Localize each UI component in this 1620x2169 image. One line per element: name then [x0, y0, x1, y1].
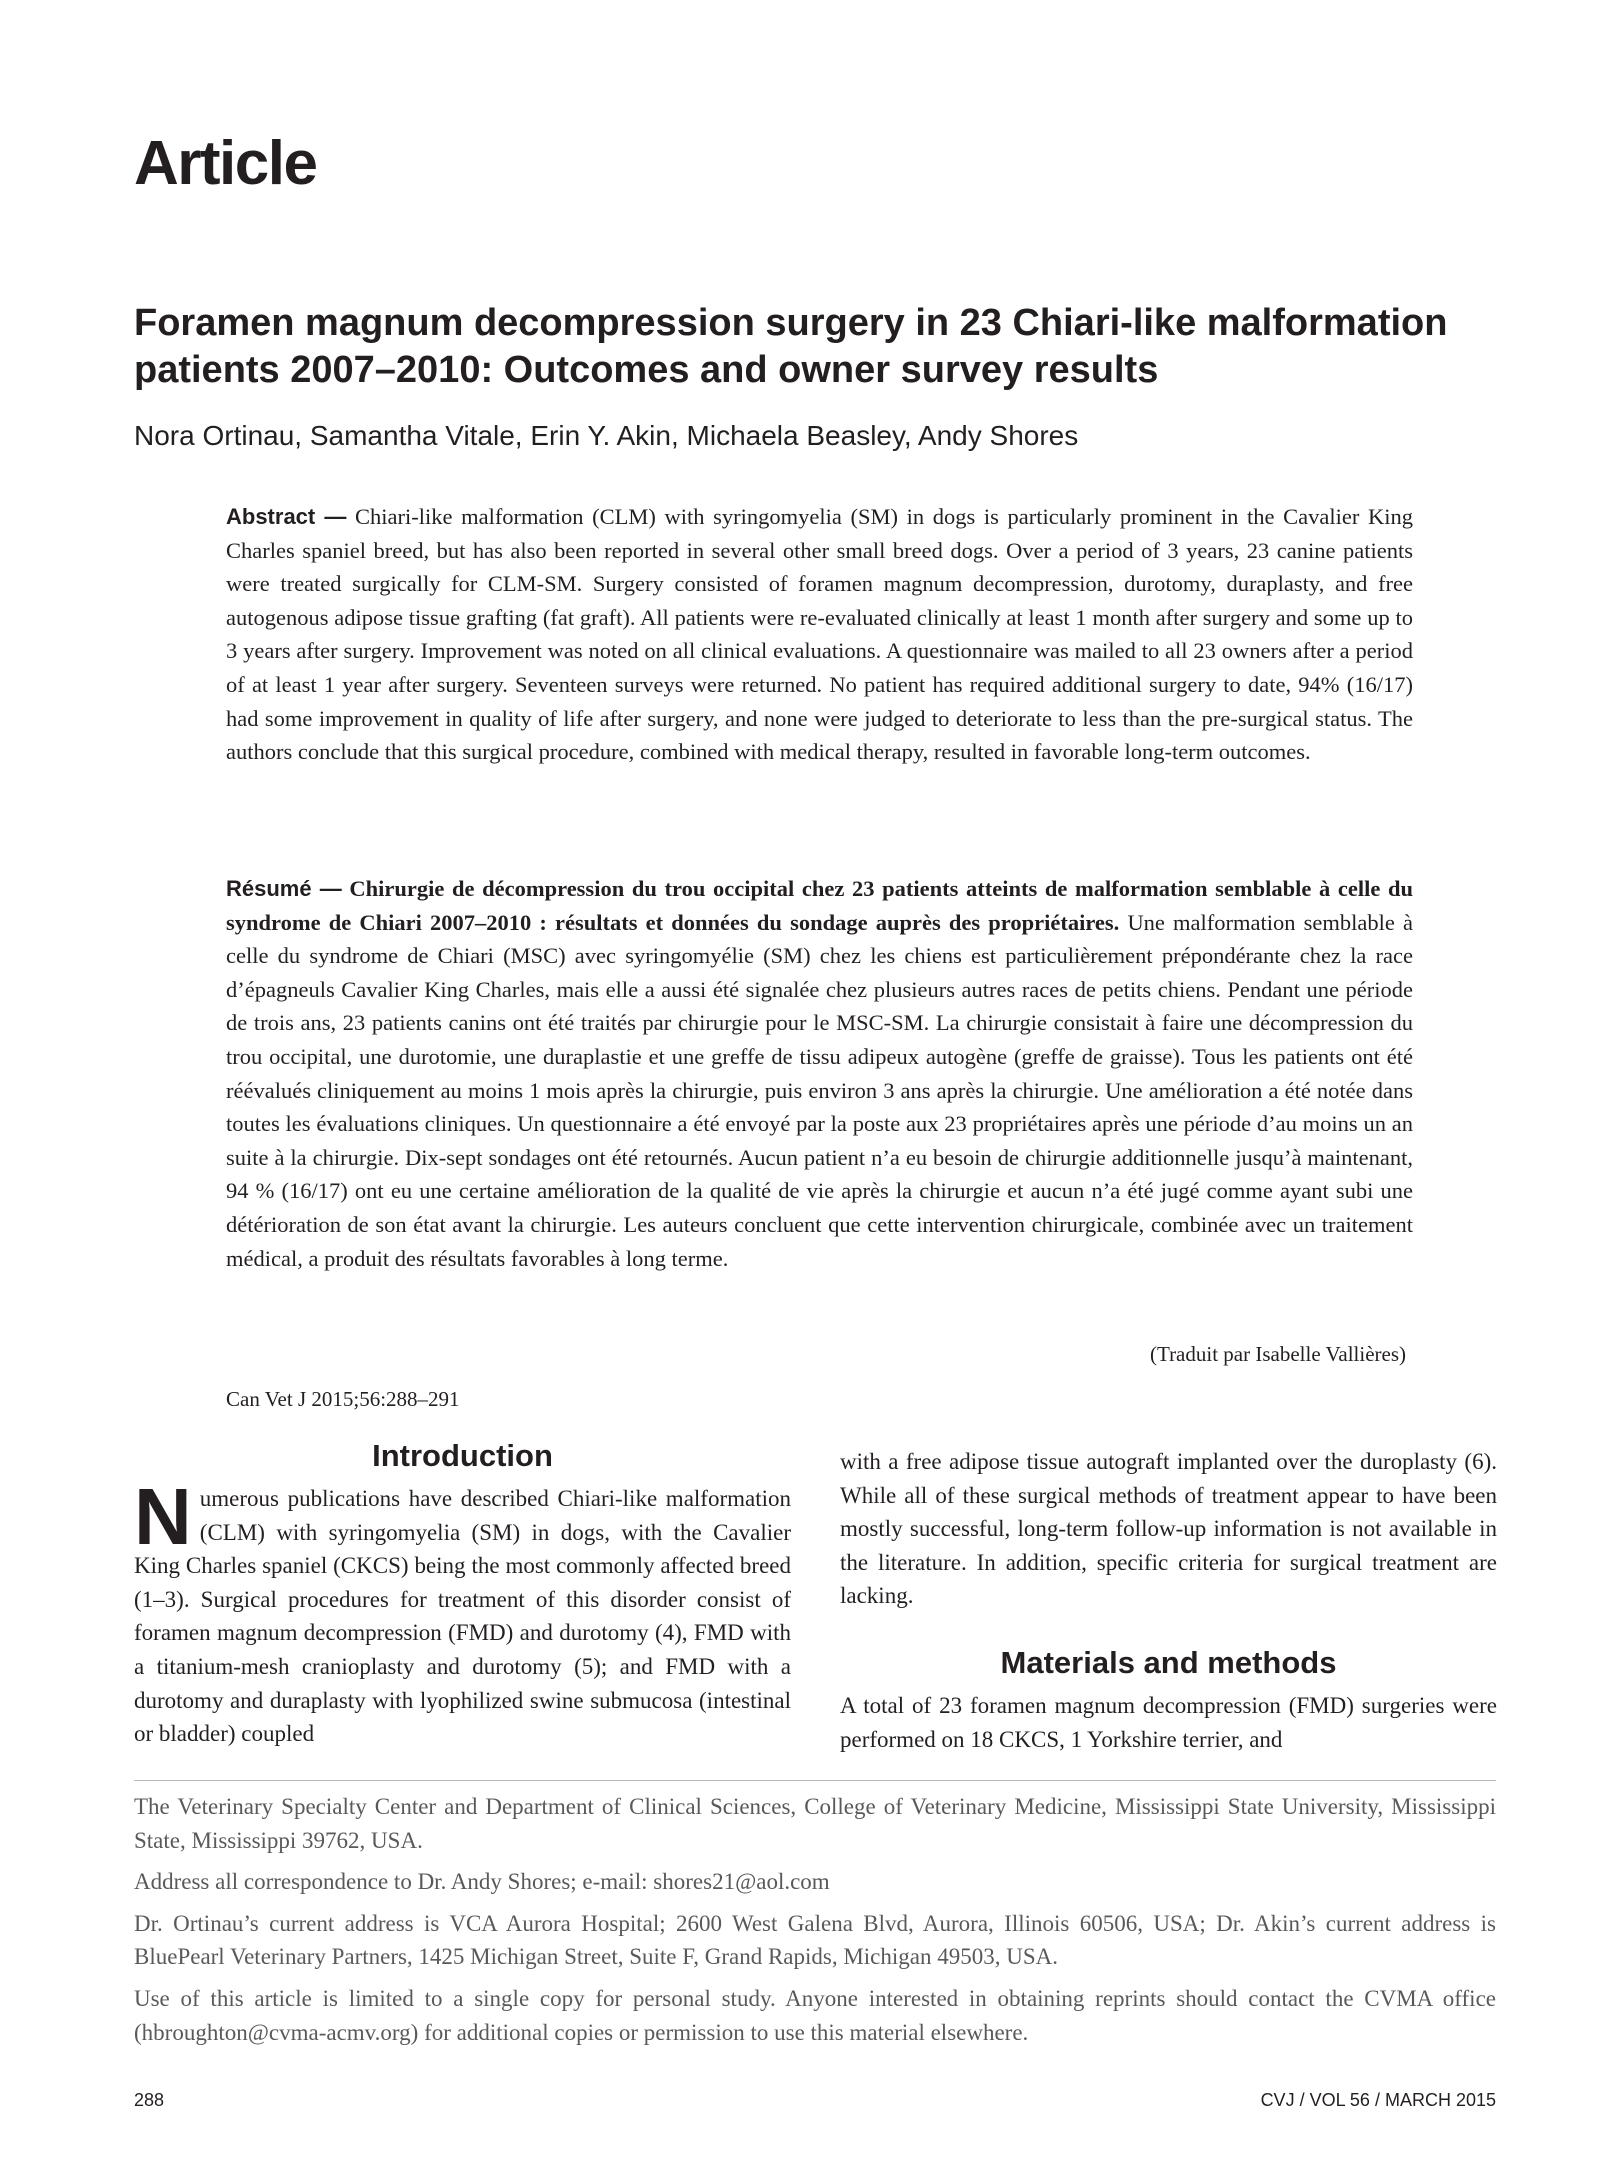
left-column [134, 1436, 791, 1751]
introduction-paragraph [134, 1472, 791, 1751]
article-title-line: Foramen magnum decompression surgery in 23 Chiari-like malformation [134, 302, 1448, 344]
materials-methods-heading: Materials and methods [1000, 1644, 1337, 1680]
introduction-text-left: umerous publications have described Chiari-like malformation (CLM) with syringomyelia (SM) in dogs, with the Cavalier King Charles spaniel (CKCS) being the most commonly affected breed (1–3). Surgical procedures for treatment of this disorder consist of foramen magnum decompression (FMD) and durotomy (4), FMD with a titanium-mesh cranioplasty and durotomy (5); and FMD with a durotomy and duraplasty with lyophilized swine submucosa (intestinal or bladder) coupled [134, 1486, 791, 1747]
footnotes [134, 1790, 1496, 2057]
journal-citation: Can Vet J 2015;56:288–291 [226, 1387, 460, 1411]
resume [226, 872, 1413, 1275]
resume-label: Résumé — [226, 876, 342, 901]
footnote-affiliation: The Veterinary Specialty Center and Department of Clinical Sciences, College of Veterinary Medicine, Mississippi State University, Mississippi State, Mississippi 39762, USA. [134, 1794, 1496, 1853]
introduction-text-right: with a free adipose tissue autograft implanted over the duroplasty (6). While all of these surgical methods of treatment appear to have been mostly successful, long-term follow-up information is not available in the literature. In addition, specific criteria for surgical treatment are lacking. [840, 1449, 1497, 1609]
footnote-correspondence: Address all correspondence to Dr. Andy Shores; e-mail: shores21@aol.com [134, 1869, 830, 1895]
drop-cap: N [134, 1472, 192, 1561]
resume-title: Chirurgie de décompression du trou occipital chez 23 patients atteints de malformation semblable à celle du syndrome de Chiari 2007–2010 : résultats et données du sondage auprès des propriétaires. [226, 876, 1413, 935]
running-footer: CVJ / VOL 56 / MARCH 2015 [1260, 2090, 1496, 2110]
materials-methods-text: A total of 23 foramen magnum decompression (FMD) surgeries were performed on 18 CKCS, 1 Yorkshire terrier, and [840, 1692, 1497, 1752]
resume-text: Une malformation semblable à celle du syndrome de Chiari (MSC) avec syringomyélie (SM) chez les chiens est particulièrement prépondérante chez la race d’épagneuls Cavalier King Charles, mais elle a aussi été signalée chez plusieurs autres races de petits chiens. Pendant une période de trois ans, 23 patients canins ont été traités par chirurgie pour le MSC-SM. La chirurgie consistait à faire une décompression du trou occipital, une durotomie, une duraplastie et une greffe de tissu adipeux autogène (greffe de graisse). Tous les patients ont été réévalués cliniquement au moins 1 mois après la chirurgie, puis environ 3 ans après la chirurgie. Une amélioration a été notée dans toutes les évaluations cliniques. Un questionnaire a été envoyé par la poste aux 23 propriétaires après une période d’au moins un an suite à la chirurgie. Dix-sept sondages ont été retournés. Aucun patient n’a eu besoin de chirurgie additionnelle jusqu’à maintenant, 94 % (16/17) ont eu une certaine amélioration de la qualité de vie après la chirurgie et aucun n’a été jugé comme ayant subi une détérioration de son état avant la chirurgie. Les auteurs concluent que cette intervention chirurgicale, combinée avec un traitement médical, a produit des résultats favorables à long terme. [226, 909, 1414, 1271]
abstract-text: Chiari-like malformation (CLM) with syringomyelia (SM) in dogs is particularly prominent in the Cavalier King Charles spaniel breed, but has also been reported in several other small breed dogs. Over a period of 3 years, 23 canine patients were treated surgically for CLM-SM. Surgery consisted of foramen magnum decompression, durotomy, duraplasty, and free autogenous adipose tissue grafting (fat graft). All patients were re-evaluated clinically at least 1 month after surgery and some up to 3 years after surgery. Improvement was noted on all clinical evaluations. A questionnaire was mailed to all 23 owners after a period of at least 1 year after surgery. Seventeen surveys were returned. No patient has required additional surgery to date, 94% (16/17) had some improvement in quality of life after surgery, and none were judged to deteriorate to less than the pre-surgical status. The authors conclude that this surgical procedure, combined with medical therapy, resulted in favorable long-term outcomes. [226, 504, 1414, 765]
abstract-label: Abstract — [226, 504, 347, 529]
right-column [840, 1445, 1497, 1756]
footnote-divider [134, 1780, 1496, 1781]
translator-credit: (Traduit par Isabelle Vallières) [1149, 1342, 1406, 1366]
footnote-usage-notice: Use of this article is limited to a single copy for personal study. Anyone interested in obtaining reprints should contact the CVMA office (hbroughton@cvma-acmv.org) for additional copies or permission to use this material elsewhere. [134, 1985, 1496, 2045]
abstract [226, 500, 1413, 769]
article-title-line: patients 2007–2010: Outcomes and owner survey results [134, 349, 1159, 391]
introduction-heading: Introduction [372, 1438, 553, 1473]
article-title [134, 300, 1494, 394]
page-number: 288 [134, 2090, 165, 2110]
section-label: Article [134, 129, 317, 198]
author-list: Nora Ortinau, Samantha Vitale, Erin Y. Akin, Michaela Beasley, Andy Shores [134, 420, 1079, 451]
footnote-current-address: Dr. Ortinau’s current address is VCA Aurora Hospital; 2600 West Galena Blvd, Aurora, Illinois 60506, USA; Dr. Akin’s current address is BluePearl Veterinary Partners, 1425 Michigan Street, Suite F, Grand Rapids, Michigan 49503, USA. [134, 1910, 1496, 1970]
